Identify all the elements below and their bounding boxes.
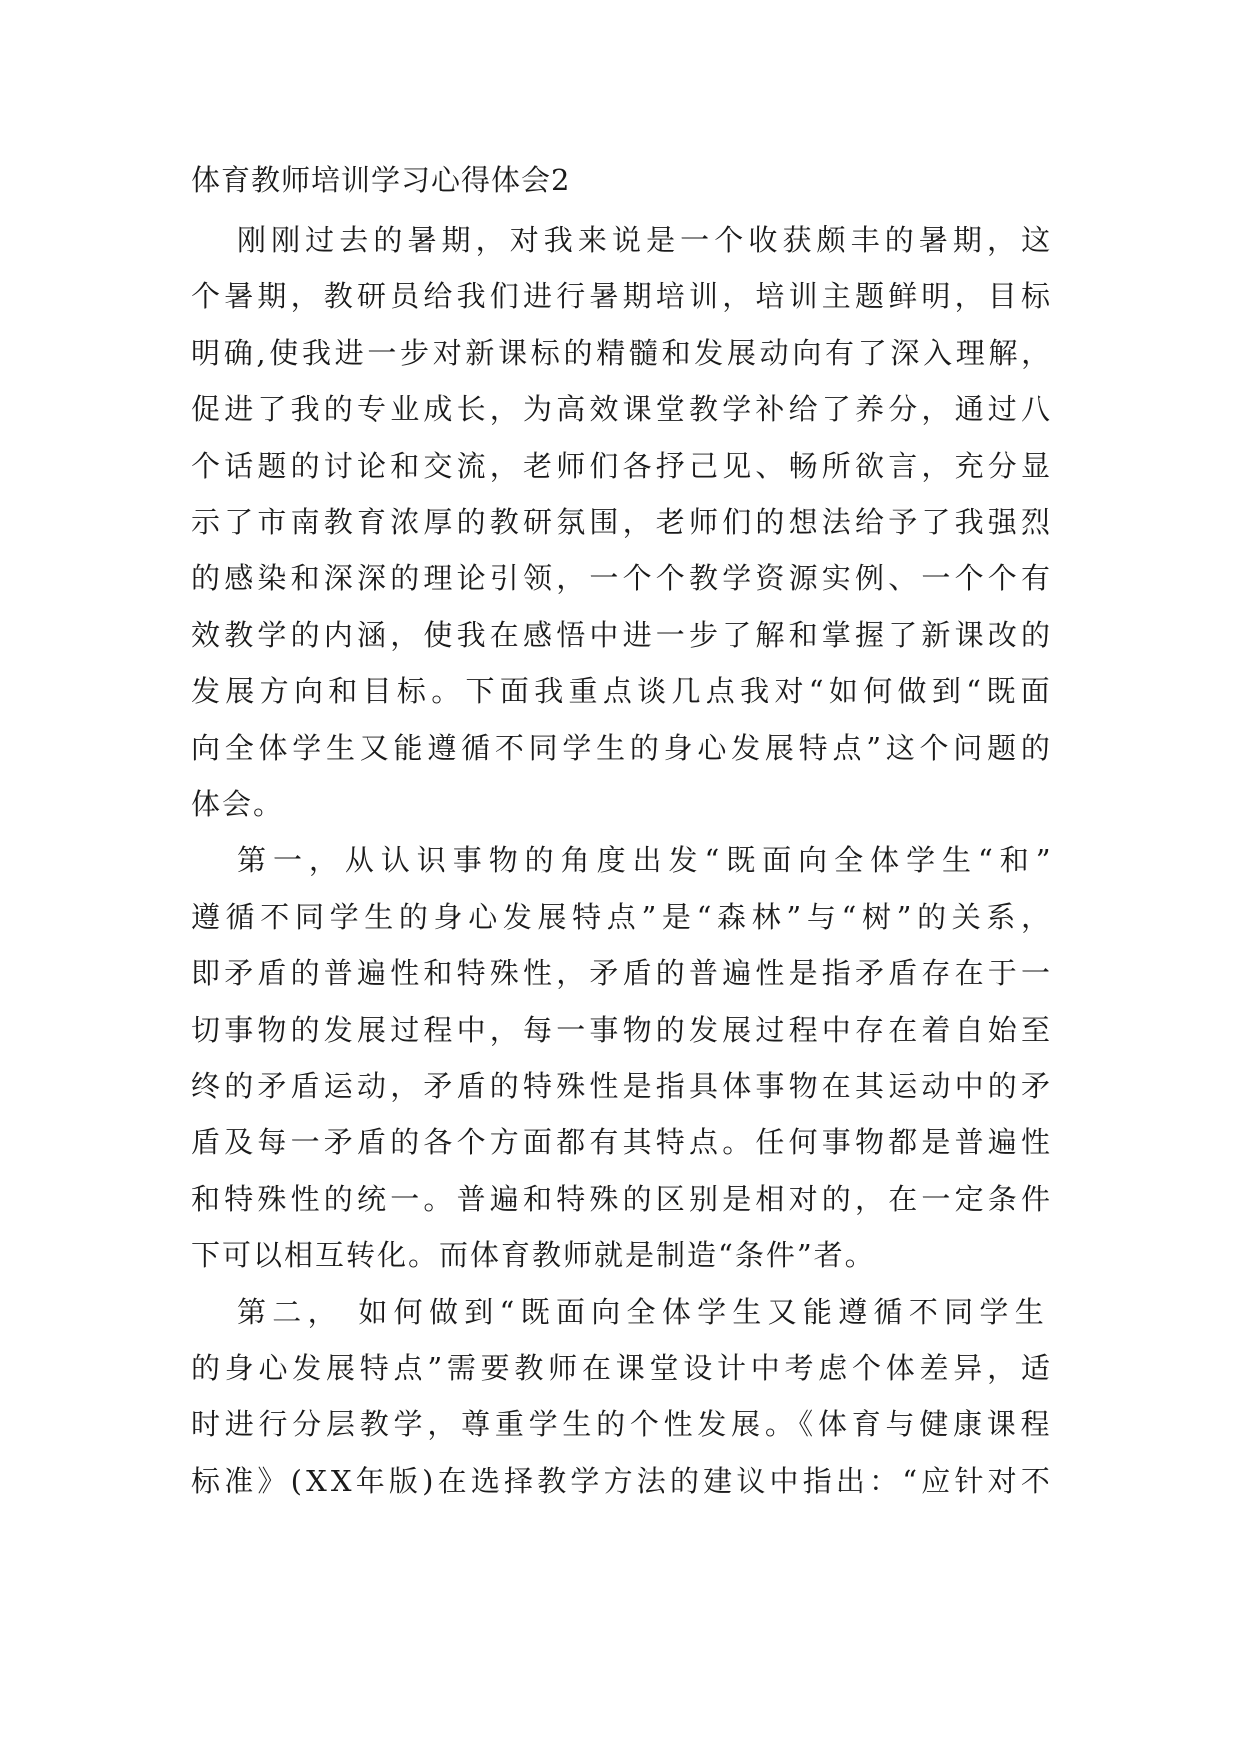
- paragraph-first-line: 第二， 如何做到“既面向全体学生又能遵循不同学生: [237, 1294, 1051, 1329]
- paragraph-line: 效教学的内涵，使我在感悟中进一步了解和掌握了新课改的: [191, 617, 1055, 652]
- paragraph-line: 遵循不同学生的身心发展特点”是“森林”与“树”的关系，: [191, 899, 1056, 934]
- document-title: 体育教师培训学习心得体会2: [191, 163, 571, 197]
- paragraph-line: 示了市南教育浓厚的教研氛围，老师们的想法给予了我强烈: [191, 505, 1055, 539]
- paragraph-line: 和特殊性的统一。普遍和特殊的区别是相对的，在一定条件: [191, 1181, 1055, 1216]
- paragraph-line: 的感染和深深的理论引领，一个个教学资源实例、一个个有: [191, 561, 1055, 596]
- paragraph-line: 的身心发展特点”需要教师在课堂设计中考虑个体差异，适: [191, 1351, 1055, 1385]
- paragraph-line: 发展方向和目标。下面我重点谈几点我对“如何做到“既面: [191, 674, 1055, 709]
- paragraph-first-line: 第一，从认识事物的角度出发“既面向全体学生“和”: [237, 843, 1058, 878]
- paragraph-line: 即矛盾的普遍性和特殊性，矛盾的普遍性是指矛盾存在于一: [191, 956, 1055, 991]
- paragraph-line: 盾及每一矛盾的各个方面都有其特点。任何事物都是普遍性: [191, 1125, 1055, 1160]
- paragraph-line: 下可以相互转化。而体育教师就是制造“条件”者。: [191, 1238, 876, 1273]
- paragraph-line: 体会。: [191, 787, 285, 821]
- paragraph-line: 明确,使我进一步对新课标的精髓和发展动向有了深入理解，: [191, 335, 1054, 370]
- paragraph-line: 切事物的发展过程中，每一事物的发展过程中存在着自始至: [191, 1012, 1055, 1047]
- paragraph-line: 标准》(XX年版)在选择教学方法的建议中指出：“应针对不: [191, 1463, 1055, 1498]
- paragraph-line: 终的矛盾运动，矛盾的特殊性是指具体事物在其运动中的矛: [191, 1069, 1055, 1103]
- paragraph-line: 时进行分层教学，尊重学生的个性发展。《体育与健康课程: [191, 1407, 1055, 1442]
- paragraph-first-line: 刚刚过去的暑期，对我来说是一个收获颇丰的暑期，这: [237, 223, 1056, 257]
- paragraph-line: 个暑期，教研员给我们进行暑期培训，培训主题鲜明，目标: [191, 279, 1055, 314]
- paragraph-line: 促进了我的专业成长，为高效课堂教学补给了养分，通过八: [191, 392, 1055, 427]
- paragraph-line: 个话题的讨论和交流，老师们各抒己见、畅所欲言，充分显: [191, 448, 1055, 483]
- paragraph-line: 向全体学生又能遵循不同学生的身心发展特点”这个问题的: [191, 730, 1055, 765]
